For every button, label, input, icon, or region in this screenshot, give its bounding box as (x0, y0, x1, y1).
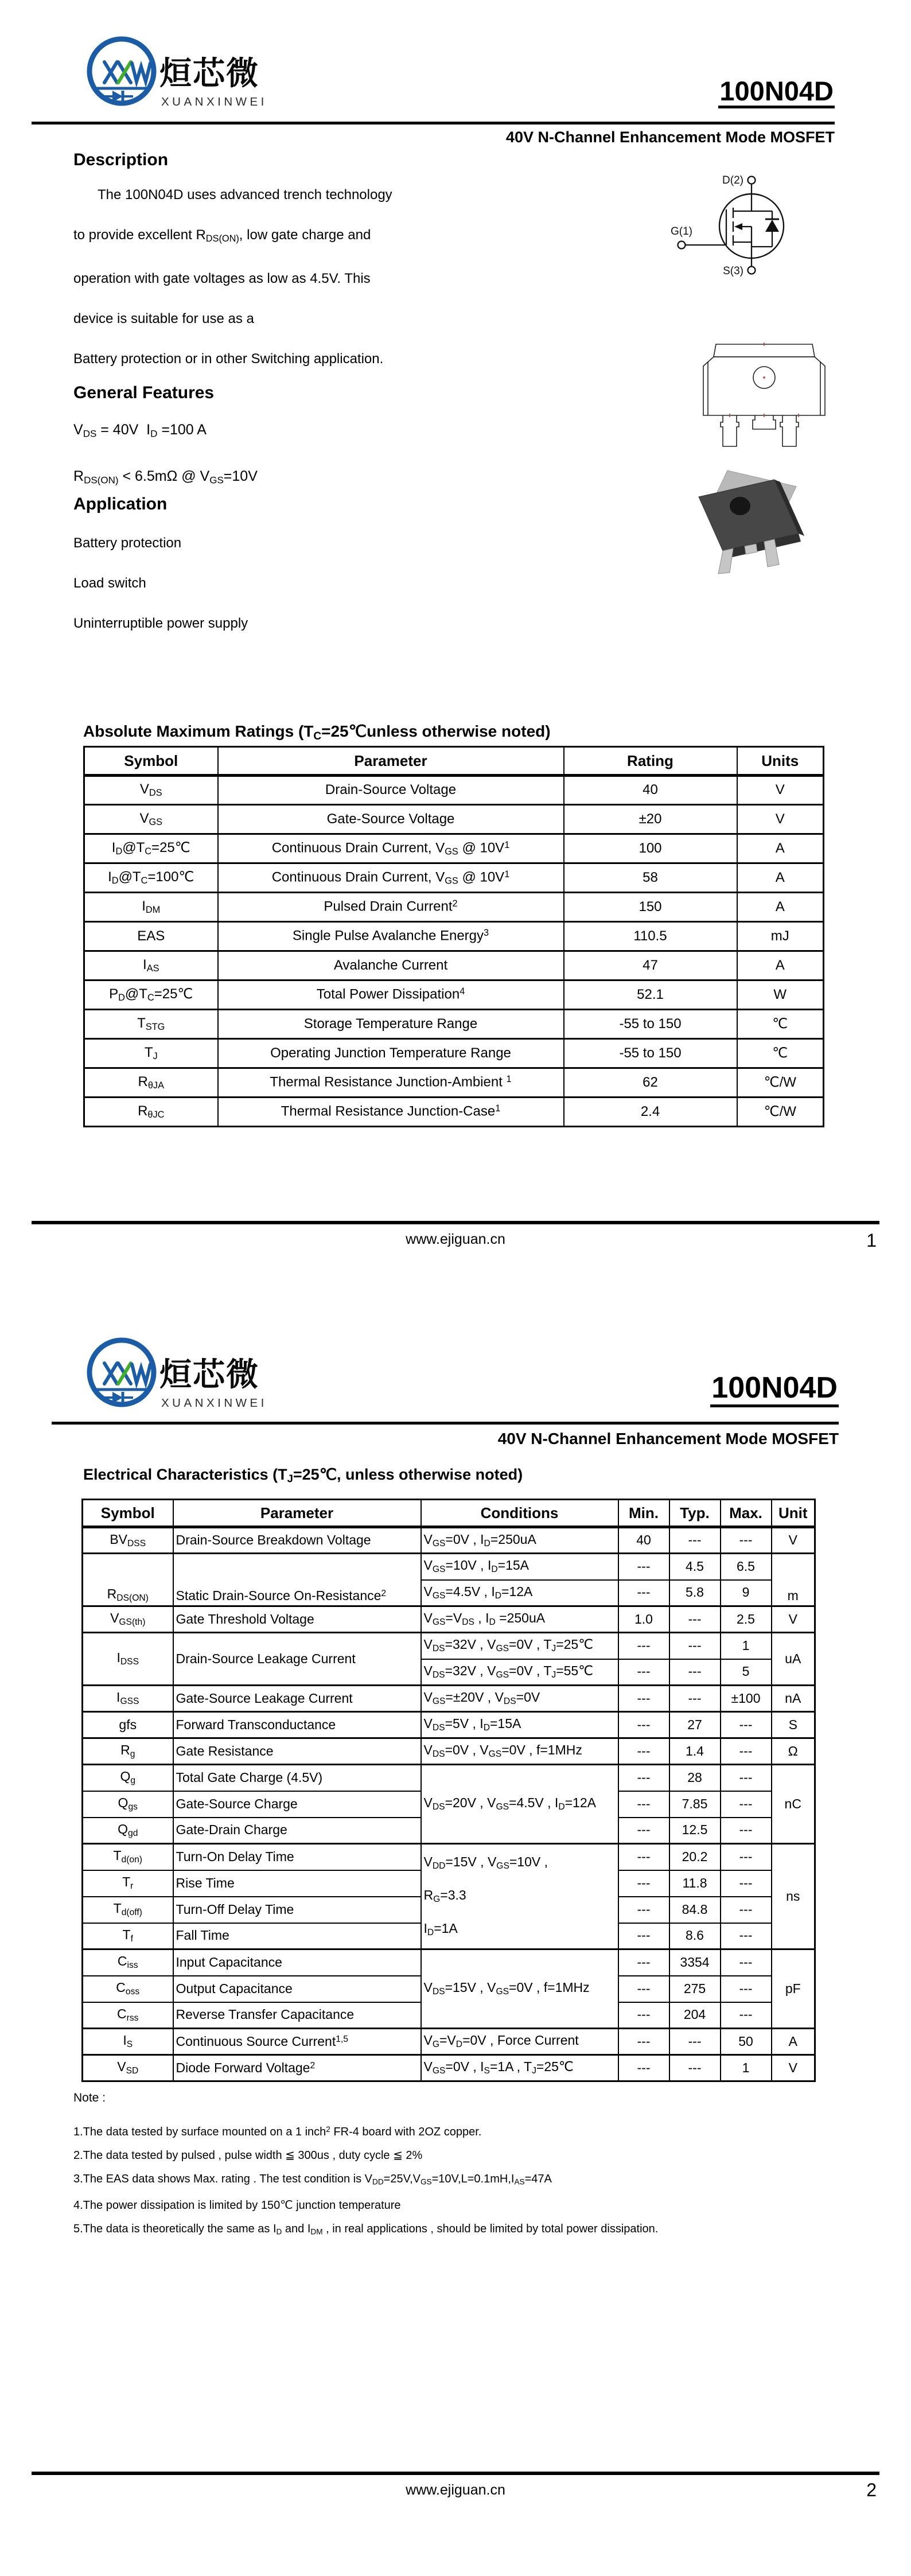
table-cell: $I_{DM}$ (84, 893, 218, 922)
table-cell: --- (618, 1844, 669, 1870)
table-cell: Pulsed Drain Current$^2$ (218, 893, 564, 922)
notes-section (73, 2086, 842, 2243)
brand-name-cn: 烜芯微 (159, 55, 259, 92)
table-cell: Thermal Resistance Junction-Ambient $^1$ (218, 1068, 564, 1098)
table-cell: Reverse Transfer Capacitance (173, 2002, 421, 2029)
table-cell: --- (721, 1791, 772, 1818)
table-cell: ℃ (737, 1010, 824, 1039)
table-cell: $I_D@T_C=25℃$ (84, 834, 218, 863)
table-header-cell: Conditions (421, 1500, 618, 1527)
table-cell: 3354 (669, 1949, 721, 1976)
table-cell: Thermal Resistance Junction-Case$^1$ (218, 1098, 564, 1127)
table-header-cell: Units (737, 747, 824, 776)
table-cell: --- (618, 1976, 669, 2002)
footer-website: www.ejiguan.cn (406, 1231, 505, 1247)
table-cell: --- (618, 1686, 669, 1712)
table-header-cell: Parameter (173, 1500, 421, 1527)
table-cell: 1 (721, 1633, 772, 1659)
note-line: 3.The EAS data shows Max. rating . The test condition is $V_{DD}=25V,V_{GS}=10V,L=0.1mH,I_{AS}=47A$ (73, 2173, 552, 2186)
table-cell: $V_{GS}=V_{DS}$ , $I_D =250uA$ (421, 1606, 618, 1633)
table-cell: --- (721, 1738, 772, 1765)
table-cell: Fall Time (173, 1923, 421, 1949)
table-cell: Continuous Drain Current, $V_{GS}$ @ $10V^1$ (218, 863, 564, 893)
table-cell: 110.5 (564, 922, 737, 951)
table-cell: 47 (564, 951, 737, 980)
body-arrow-icon (734, 223, 742, 230)
table-cell: Output Capacitance (173, 1976, 421, 2002)
table-cell: ℃/W (737, 1098, 824, 1127)
table-cell: --- (669, 1527, 721, 1554)
abs-max-table (83, 746, 824, 1127)
table-cell: $R_{\theta JA}$ (84, 1068, 218, 1098)
table-cell: --- (721, 1923, 772, 1949)
footer-rule (32, 2472, 879, 2475)
table-cell: $T_f$ (83, 1923, 173, 1949)
elec-char-table (81, 1499, 816, 2082)
table-header-cell: Rating (564, 747, 737, 776)
table-cell: --- (669, 1686, 721, 1712)
table-cell: $R_{DS(ON)}$ (83, 1554, 173, 1606)
table-cell: 20.2 (669, 1844, 721, 1870)
table-cell: --- (618, 1791, 669, 1818)
table-cell: $T_{d(off)}$ (83, 1897, 173, 1923)
table-cell: $V_{DS}=32V$ , $V_{GS}=0V$ , $T_J=25℃$ (421, 1633, 618, 1659)
abs-max-title: Absolute Maximum Ratings ($T_C=25℃unless$ otherwise noted) (83, 722, 551, 742)
table-cell: Gate-Drain Charge (173, 1818, 421, 1844)
table-cell: $V_{GS}=4.5V$ , $I_D=12A$ (421, 1580, 618, 1606)
description-heading: Description (73, 150, 169, 169)
table-cell: $R_g$ (83, 1738, 173, 1765)
table-cell: 1.4 (669, 1738, 721, 1765)
table-cell: --- (721, 2002, 772, 2029)
table-cell: $T_{d(on)}$ (83, 1844, 173, 1870)
table-cell: $C_{oss}$ (83, 1976, 173, 2002)
notes-heading: Note : (73, 2091, 106, 2104)
table-cell: nA (772, 1686, 815, 1712)
table-cell: Drain-Source Leakage Current (173, 1633, 421, 1686)
package-3d-image (690, 464, 804, 575)
table-cell: ℃/W (737, 1068, 824, 1098)
table-cell: 2.4 (564, 1098, 737, 1127)
note-line: 5.The data is theoretically the same as $I_D$ and $I_{DM}$ , in real applications , should be limited by total power dissipation. (73, 2222, 659, 2236)
table-cell: 150 (564, 893, 737, 922)
table-cell: --- (721, 1844, 772, 1870)
application-line: Battery protection (73, 535, 182, 551)
table-cell: --- (618, 1897, 669, 1923)
table-cell: 4.5 (669, 1554, 721, 1580)
table-header-cell: Typ. (669, 1500, 721, 1527)
table-cell: S (772, 1712, 815, 1738)
table-cell: Continuous Drain Current, $V_{GS}$ @ $10V^1$ (218, 834, 564, 863)
table-cell: $C_{rss}$ (83, 2002, 173, 2029)
application-line: Uninterruptible power supply (73, 616, 248, 631)
table-header-cell: Symbol (83, 1500, 173, 1527)
header-rule (52, 1422, 839, 1425)
table-cell: -55 to 150 (564, 1010, 737, 1039)
table-cell: $Q_{gs}$ (83, 1791, 173, 1818)
body-diode-icon (765, 220, 779, 232)
table-cell: --- (721, 1949, 772, 1976)
table-cell: $T_{STG}$ (84, 1010, 218, 1039)
application-line: Load switch (73, 575, 146, 591)
table-cell: $V_{GS}$ (84, 805, 218, 834)
table-cell: Total Gate Charge (4.5V) (173, 1765, 421, 1791)
table-cell: Turn-On Delay Time (173, 1844, 421, 1870)
table-cell: $V_{DS}=32V$ , $V_{GS}=0V$ , $T_J=55℃$ (421, 1659, 618, 1686)
table-cell: $V_{GS}=0V$ , $I_S=1A$ , $T_J=25℃$ (421, 2055, 618, 2081)
application-list (73, 523, 475, 644)
description-paragraph (73, 175, 509, 379)
table-cell: Turn-Off Delay Time (173, 1897, 421, 1923)
table-cell: 1.0 (618, 1606, 669, 1633)
table-cell: --- (669, 1659, 721, 1686)
general-features-heading: General Features (73, 383, 215, 402)
table-cell: --- (618, 1949, 669, 1976)
table-cell: --- (669, 1633, 721, 1659)
table-cell: 12.5 (669, 1818, 721, 1844)
header-rule (32, 122, 835, 124)
table-cell: Gate-Source Voltage (218, 805, 564, 834)
table-cell: 7.85 (669, 1791, 721, 1818)
table-cell: V (737, 776, 824, 805)
table-cell: $V_{GS}=0V$ , $I_D=250uA$ (421, 1527, 618, 1554)
table-cell: Drain-Source Breakdown Voltage (173, 1527, 421, 1554)
table-cell: ℃ (737, 1039, 824, 1068)
table-cell: --- (618, 1712, 669, 1738)
table-cell: $Q_g$ (83, 1765, 173, 1791)
description-line: device is suitable for use as a (73, 311, 254, 327)
elec-char-title: Electrical Characteristics ($T_J=25℃$, unless otherwise noted) (83, 1466, 523, 1485)
table-cell: --- (618, 1765, 669, 1791)
table-cell: 84.8 (669, 1897, 721, 1923)
table-cell: --- (669, 2055, 721, 2081)
footer-rule (32, 1221, 879, 1224)
table-header-cell: Max. (721, 1500, 772, 1527)
table-cell: --- (721, 1818, 772, 1844)
brand-name-cn: 烜芯微 (159, 1356, 259, 1394)
table-cell: 40 (618, 1527, 669, 1554)
feature-line: $R_{DS(ON)} < 6.5m\Omega$ @ $V_{GS}=10V$ (73, 468, 258, 486)
note-line: 4.The power dissipation is limited by 150℃ junction temperature (73, 2198, 401, 2212)
table-cell: $BV_{DSS}$ (83, 1527, 173, 1554)
description-line: Battery protection or in other Switching application. (73, 351, 384, 367)
table-cell: $I_S$ (83, 2029, 173, 2055)
subtitle: 40V N-Channel Enhancement Mode MOSFET (505, 129, 835, 146)
footer-website: www.ejiguan.cn (406, 2482, 505, 2498)
table-cell: $V_{DS}$ (84, 776, 218, 805)
table-cell: $V_{DS}=20V$ , $V_{GS}=4.5V$ , $I_D=12A$ (421, 1765, 618, 1844)
table-cell: 5 (721, 1659, 772, 1686)
table-cell: $I_{DSS}$ (83, 1633, 173, 1686)
table-header-cell: Unit (772, 1500, 815, 1527)
table-cell: 5.8 (669, 1580, 721, 1606)
table-cell: --- (618, 1633, 669, 1659)
table-cell: Forward Transconductance (173, 1712, 421, 1738)
table-cell: --- (669, 2029, 721, 2055)
package-outline-drawing (695, 340, 833, 452)
description-line: to provide excellent $R_{DS(ON)}$, low gate charge and (73, 227, 371, 244)
note-line: 1.The data tested by surface mounted on a 1 inch$^2$ FR-4 board with 2OZ copper. (73, 2125, 482, 2139)
mosfet-symbol-diagram (665, 166, 826, 287)
table-cell: --- (618, 1870, 669, 1897)
table-cell: Gate Threshold Voltage (173, 1606, 421, 1633)
table-cell: W (737, 980, 824, 1010)
company-logo-graphic (86, 29, 275, 115)
table-cell: $V_G=V_D=0V$ , Force Current (421, 2029, 618, 2055)
table-cell: 50 (721, 2029, 772, 2055)
table-cell: 52.1 (564, 980, 737, 1010)
description-line: The 100N04D uses advanced trench technology (98, 187, 392, 203)
table-cell: -55 to 150 (564, 1039, 737, 1068)
table-cell: $V_{GS(th)}$ (83, 1606, 173, 1633)
table-cell: 62 (564, 1068, 737, 1098)
table-cell: V (737, 805, 824, 834)
table-cell: A (737, 893, 824, 922)
table-cell: 204 (669, 2002, 721, 2029)
table-header-cell: Parameter (218, 747, 564, 776)
brand-name-en: XUANXINWEI (161, 1396, 267, 1410)
table-cell: --- (618, 2055, 669, 2081)
feature-line: $V_{DS} = 40V$ $I_D =100$ A (73, 422, 207, 439)
gate-label: G(1) (671, 225, 692, 238)
table-cell: --- (669, 1606, 721, 1633)
table-cell: Static Drain-Source On-Resistance$^2$ (173, 1554, 421, 1606)
table-cell: $I_{AS}$ (84, 951, 218, 980)
table-cell: V (772, 2055, 815, 2081)
table-cell: Single Pulse Avalanche Energy$^3$ (218, 922, 564, 951)
table-cell: Gate-Source Leakage Current (173, 1686, 421, 1712)
part-number: 100N04D (710, 1372, 839, 1407)
table-cell: 275 (669, 1976, 721, 2002)
table-cell: Gate-Source Charge (173, 1791, 421, 1818)
subtitle: 40V N-Channel Enhancement Mode MOSFET (497, 1430, 839, 1447)
table-cell: ±100 (721, 1686, 772, 1712)
part-number: 100N04D (718, 77, 835, 108)
table-cell: $V_{GS}=10V$ , $I_D=15A$ (421, 1554, 618, 1580)
table-cell: Continuous Source Current$^{1,5}$ (173, 2029, 421, 2055)
table-cell: Rise Time (173, 1870, 421, 1897)
table-cell: --- (618, 1923, 669, 1949)
table-cell: $T_r$ (83, 1870, 173, 1897)
table-cell: $I_D@T_C=100℃$ (84, 863, 218, 893)
table-cell: Avalanche Current (218, 951, 564, 980)
table-cell: ±20 (564, 805, 737, 834)
table-cell: V (772, 1606, 815, 1633)
table-cell: 1 (721, 2055, 772, 2081)
table-cell: Storage Temperature Range (218, 1010, 564, 1039)
table-cell: uA (772, 1633, 815, 1686)
table-cell: --- (618, 1580, 669, 1606)
table-cell: A (737, 834, 824, 863)
table-cell: A (737, 863, 824, 893)
brand-name-en: XUANXINWEI (161, 95, 267, 108)
table-cell: --- (721, 1870, 772, 1897)
table-cell: A (737, 951, 824, 980)
table-cell: 2.5 (721, 1606, 772, 1633)
table-cell: Drain-Source Voltage (218, 776, 564, 805)
table-cell: pF (772, 1949, 815, 2029)
table-cell: gfs (83, 1712, 173, 1738)
table-cell: --- (721, 1765, 772, 1791)
table-cell: 58 (564, 863, 737, 893)
table-cell: 100 (564, 834, 737, 863)
table-cell: --- (618, 1818, 669, 1844)
application-heading: Application (73, 495, 168, 513)
table-cell: 6.5 (721, 1554, 772, 1580)
table-cell: 8.6 (669, 1923, 721, 1949)
description-line: operation with gate voltages as low as 4.5V. This (73, 271, 371, 287)
table-cell: $V_{GS}=\pm 20V$ , $V_{DS}=0V$ (421, 1686, 618, 1712)
table-cell: $V_{SD}$ (83, 2055, 173, 2081)
source-label: S(3) (723, 265, 743, 277)
table-cell: 40 (564, 776, 737, 805)
table-cell: Gate Resistance (173, 1738, 421, 1765)
table-cell: $V_{DS}=15V$ , $V_{GS}=0V$ , f=1MHz (421, 1949, 618, 2029)
table-cell: nC (772, 1765, 815, 1844)
table-cell: $V_{DD}=15V$ , $V_{GS}=10V$ , $R_G=3.3$ $I_D=1A$ (421, 1844, 618, 1949)
table-cell: --- (618, 2029, 669, 2055)
table-cell: $I_{GSS}$ (83, 1686, 173, 1712)
table-cell: ns (772, 1844, 815, 1949)
company-logo (86, 29, 275, 115)
table-cell: Total Power Dissipation$^4$ (218, 980, 564, 1010)
table-header-cell: Min. (618, 1500, 669, 1527)
table-cell: Diode Forward Voltage$^2$ (173, 2055, 421, 2081)
table-cell: --- (721, 1897, 772, 1923)
table-cell: A (772, 2029, 815, 2055)
table-cell: Operating Junction Temperature Range (218, 1039, 564, 1068)
table-cell: $C_{iss}$ (83, 1949, 173, 1976)
note-line: 2.The data tested by pulsed , pulse width ≦ 300us , duty cycle ≦ 2% (73, 2149, 423, 2162)
drain-label: D(2) (722, 174, 743, 186)
table-cell: 11.8 (669, 1870, 721, 1897)
table-cell: $V_{DS}=5V$ , $I_D=15A$ (421, 1712, 618, 1738)
table-cell: 27 (669, 1712, 721, 1738)
table-cell: $V_{DS}=0V$ , $V_{GS}=0V$ , f=1MHz (421, 1738, 618, 1765)
table-cell: --- (721, 1712, 772, 1738)
page-number: 2 (866, 2480, 877, 2500)
table-cell: --- (618, 1659, 669, 1686)
table-cell: $Q_{gd}$ (83, 1818, 173, 1844)
table-cell: Ω (772, 1738, 815, 1765)
table-header-cell: Symbol (84, 747, 218, 776)
table-cell: --- (618, 1554, 669, 1580)
table-cell: $T_J$ (84, 1039, 218, 1068)
general-features-list (73, 408, 475, 502)
table-cell: mJ (737, 922, 824, 951)
table-cell: V (772, 1527, 815, 1554)
company-logo-graphic (86, 1330, 275, 1416)
table-cell: EAS (84, 922, 218, 951)
dimension-marks-icon (730, 343, 799, 417)
table-cell: --- (618, 2002, 669, 2029)
table-cell: Input Capacitance (173, 1949, 421, 1976)
company-logo (86, 1330, 275, 1416)
table-cell: 9 (721, 1580, 772, 1606)
table-cell: --- (721, 1527, 772, 1554)
table-cell: m (772, 1554, 815, 1606)
table-cell: $R_{\theta JC}$ (84, 1098, 218, 1127)
page-number: 1 (866, 1230, 877, 1251)
table-cell: --- (721, 1976, 772, 2002)
table-cell: 28 (669, 1765, 721, 1791)
table-cell: --- (618, 1738, 669, 1765)
table-cell: $P_D@T_C=25℃$ (84, 980, 218, 1010)
